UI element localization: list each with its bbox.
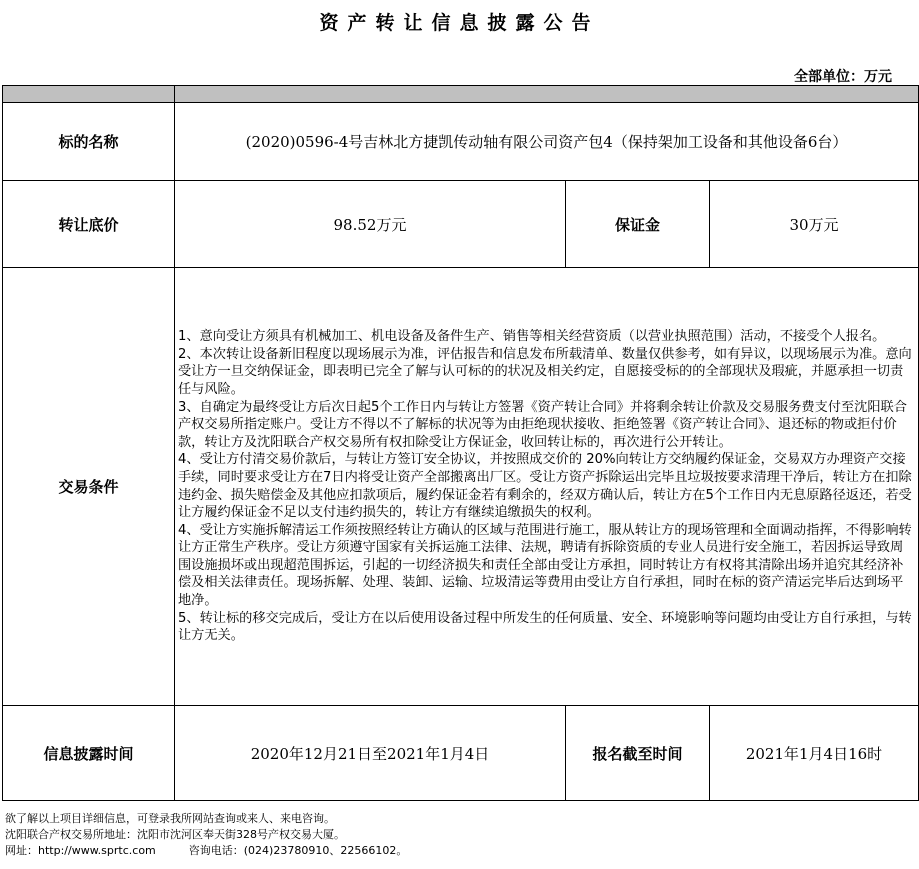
header-cell — [175, 86, 919, 103]
disclosure-table — [2, 85, 919, 801]
condition-item: 3、自确定为最终受让方后次日起5个工作日内与转让方签署《资产转让合同》并将剩余转让价款及交易服务费支付至沈阳联合产权交易所指定账户。受让方不得以不了解标的状况等为由拒绝现状接收、拒绝签署《资产转让合同》、退还标的物或拒付价款，转让方及沈阳联合产权交易所有权扣除受让方保证金，收回转让标的，再次进行公开转让。 — [178, 399, 907, 450]
price-row — [3, 181, 919, 268]
condition-item: 1、意向受让方须具有机械加工、机电设备及备件生产、销售等相关经营资质（以营业执照范围）活动，不接受个人报名。 — [178, 329, 886, 345]
deposit-label: 保证金 — [566, 181, 710, 268]
condition-item: 5、转让标的移交完成后，受让方在以后使用设备过程中所发生的任何质量、安全、环境影响等问题均由受让方自行承担，与转让方无关。 — [178, 610, 912, 644]
reserve-price-value: 98.52万元 — [175, 181, 566, 268]
deposit-value: 30万元 — [710, 181, 919, 268]
footer-address: 沈阳联合产权交易所地址：沈阳市沈河区奉天街328号产权交易大厦。 — [5, 828, 345, 841]
page-title: 资产转让信息披露公告 — [319, 12, 600, 34]
conditions-row — [3, 268, 919, 706]
condition-item: 2、本次转让设备新旧程度以现场展示为准，评估报告和信息发布所载清单、数量仅供参考，如有异议，以现场展示为准。意向受让方一旦交纳保证金，即表明已完全了解与认可标的的状况及相关约定，自愿接受标的的全部现状及瑕疵，并愿承担一切责任与风险。 — [178, 346, 912, 397]
subject-name-value: (2020)0596-4号吉林北方捷凯传动轴有限公司资产包4（保持架加工设备和其他设备6台） — [175, 103, 919, 181]
disclosure-time-label: 信息披露时间 — [3, 706, 175, 801]
conditions-text — [175, 268, 919, 706]
condition-item: 4、受让方付清交易价款后，与转让方签订安全协议，并按照成交价的 20%向转让方交纳履约保证金，交易双方办理资产交接手续，同时要求受让方在7日内将受让资产全部搬离出厂区。受让方资产拆除运出完毕且垃圾按要求清理干净后，转让方在扣除违约金、损失赔偿金及其他应扣款项后，履约保证金若有剩余的，经双方确认后，转让方在5个工作日内无息原路径返还，若受让方履约保证金不足以支付违约损失的，转让方有继续追缴损失的权利。 — [178, 452, 912, 521]
disclosure-time-value: 2020年12月21日至2021年1月4日 — [175, 706, 566, 801]
disclosure-row — [3, 706, 919, 801]
header-cell — [3, 86, 175, 103]
unit-note: 全部单位：万元 — [794, 69, 892, 85]
table-header-row — [3, 86, 919, 103]
subject-name-label: 标的名称 — [3, 103, 175, 181]
footer — [5, 811, 407, 859]
condition-item: 4、受让方实施拆解清运工作须按照经转让方确认的区域与范围进行施工，服从转让方的现场管理和全面调动指挥，不得影响转让方正常生产秩序。受让方须遵守国家有关拆运施工法律、法规，聘请有拆除资质的专业人员进行安全施工，若因拆运导致周围设施损坏或出现超范围拆运，引起的一切经济损失和责任全部由受让方承担，同时转让方有权将其清除出场并追究其经济补偿及相关法律责任。现场拆解、处理、装卸、运输、垃圾清运等费用由受让方自行承担，同时在标的资产清运完毕后达到场平地净。 — [178, 522, 912, 609]
registration-deadline-label: 报名截至时间 — [566, 706, 710, 801]
subject-name-row — [3, 103, 919, 181]
registration-deadline-value: 2021年1月4日16时 — [710, 706, 919, 801]
footer-contact: 网址：http://www.sprtc.com 咨询电话：(024)23780910、22566102。 — [5, 844, 408, 857]
reserve-price-label: 转让底价 — [3, 181, 175, 268]
footer-inquiry-note: 欲了解以上项目详细信息，可登录我所网站查询或来人、来电咨询。 — [5, 812, 335, 825]
conditions-label: 交易条件 — [3, 268, 175, 706]
